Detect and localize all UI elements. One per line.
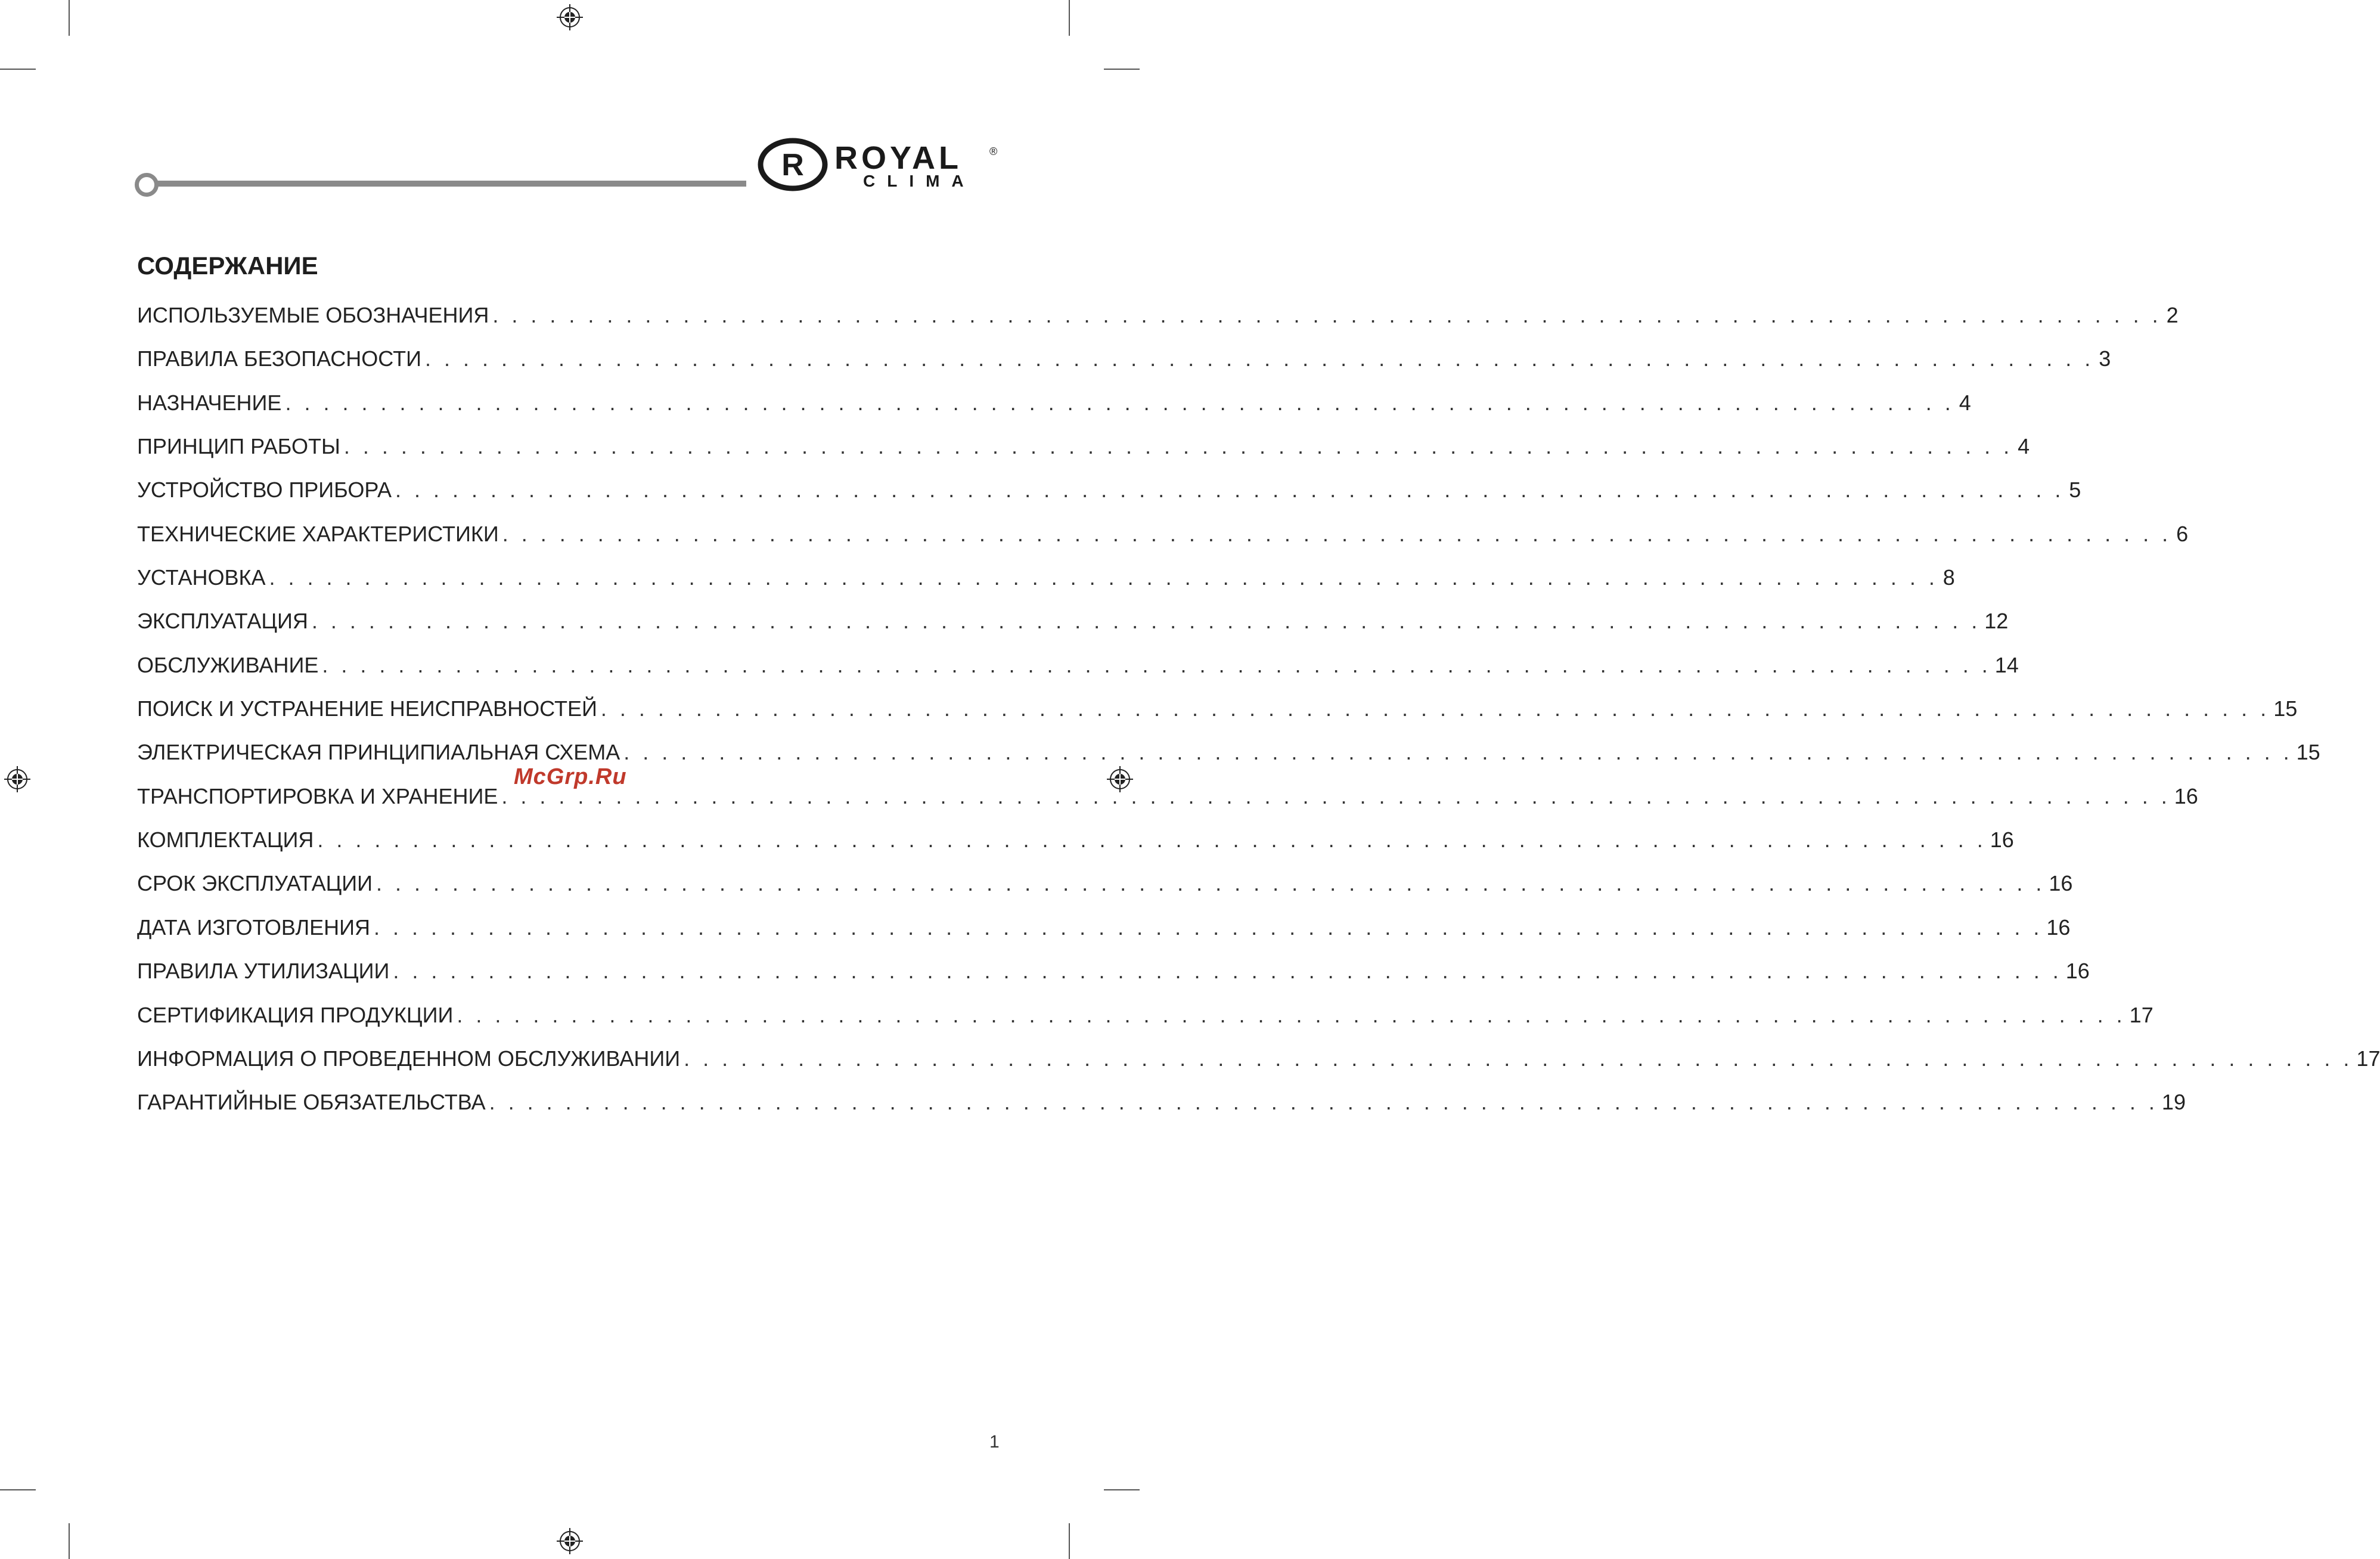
crop-mark-top-left-v [69,0,70,36]
toc-item[interactable] [137,609,2009,652]
toc-item[interactable] [137,783,2198,827]
toc-item-page: 15 [2296,740,2320,765]
toc-item-label: ПОИСК И УСТРАНЕНИЕ НЕИСПРАВНОСТЕЙ [137,696,597,721]
toc-item-leader: . . . . . . . . . . . . . . . . . . . . . . . . . . . . . . . . . . . . . . . . . . . . . . . . . . . . . . . . . . . . . . . . . . . . . . . . . . . . . . . . . . . . . . . . [322,652,1991,677]
toc-item-label: СЕРТИФИКАЦИЯ ПРОДУКЦИИ [137,1002,454,1027]
toc-item-page: 17 [2356,1046,2380,1071]
crop-mark-top-right-v [1069,0,1070,36]
toc-item-label: ЭЛЕКТРИЧЕСКАЯ ПРИНЦИПИАЛЬНАЯ СХЕМА [137,740,620,765]
logo-brand-text: ROYAL [834,140,963,176]
toc-item[interactable] [137,959,2090,1002]
toc-item-leader: . . . . . . . . . . . . . . . . . . . . . . . . . . . . . . . . . . . . . . . . . . . . . . . . . . . . . . . . . . . . . . . . . . . . . . . . . . . . . . . . . . . . . . . . [311,609,1981,634]
toc-item-label: ПРАВИЛА УТИЛИЗАЦИИ [137,959,390,984]
toc-item-page: 19 [2161,1090,2186,1115]
toc-item-leader: . . . . . . . . . . . . . . . . . . . . . . . . . . . . . . . . . . . . . . . . . . . . . . . . . . . . . . . . . . . . . . . . . . . . . . . . . . . . . . . . . . . . . . . . [684,1046,2353,1071]
crop-mark-bottom-left-h [0,1489,36,1490]
registration-mark-icon [557,4,583,30]
toc-item-page: 4 [2018,434,2030,459]
logo-registered-mark: ® [989,145,998,157]
toc-item-label: ПРАВИЛА БЕЗОПАСНОСТИ [137,346,421,371]
toc-item[interactable] [137,652,2019,696]
toc-item-page: 15 [2273,696,2298,721]
toc-item-label: ПРИНЦИП РАБОТЫ [137,434,340,459]
crop-mark-bottom-right-h [1104,1489,1140,1490]
toc-item-leader: . . . . . . . . . . . . . . . . . . . . . . . . . . . . . . . . . . . . . . . . . . . . . . . . . . . . . . . . . . . . . . . . . . . . . . . . . . . . . . . . . . . . . . . . [393,959,2062,984]
toc-item[interactable] [137,871,2073,915]
toc-item-leader: . . . . . . . . . . . . . . . . . . . . . . . . . . . . . . . . . . . . . . . . . . . . . . . . . . . . . . . . . . . . . . . . . . . . . . . . . . . . . . . . . . . . . . . . [395,478,2065,503]
toc-item-label: ОБСЛУЖИВАНИЕ [137,652,319,677]
toc-item-page: 16 [2065,959,2090,984]
registration-mark-icon [557,1528,583,1554]
toc-item-leader: . . . . . . . . . . . . . . . . . . . . . . . . . . . . . . . . . . . . . . . . . . . . . . . . . . . . . . . . . . . . . . . . . . . . . . . . . . . . . . . . . . . . . . . . [600,696,2270,721]
toc-item-label: СРОК ЭКСПЛУАТАЦИИ [137,871,373,896]
toc-item[interactable] [137,1090,2186,1133]
toc-item-page: 5 [2069,478,2081,503]
crop-mark-bottom-right-v [1069,1523,1070,1559]
crop-mark-bottom-left-v [69,1523,70,1559]
toc-item-leader: . . . . . . . . . . . . . . . . . . . . . . . . . . . . . . . . . . . . . . . . . . . . . . . . . . . . . . . . . . . . . . . . . . . . . . . . . . . . . . . . . . . . . . . . [317,827,1987,853]
toc-item-label: ТЕХНИЧЕСКИЕ ХАРАКТЕРИСТИКИ [137,521,499,546]
toc-item[interactable] [137,303,2179,346]
toc-item-leader: . . . . . . . . . . . . . . . . . . . . . . . . . . . . . . . . . . . . . . . . . . . . . . . . . . . . . . . . . . . . . . . . . . . . . . . . . . . . . . . . . . . . . . . . [269,565,1938,590]
toc-item[interactable] [137,434,2030,478]
toc-item-leader: . . . . . . . . . . . . . . . . . . . . . . . . . . . . . . . . . . . . . . . . . . . . . . . . . . . . . . . . . . . . . . . . . . . . . . . . . . . . . . . . . . . . . . . . [285,390,1954,415]
crop-mark-top-left-h [0,69,36,70]
toc-item-label: ГАРАНТИЙНЫЕ ОБЯЗАТЕЛЬСТВА [137,1090,486,1115]
toc-item-leader: . . . . . . . . . . . . . . . . . . . . . . . . . . . . . . . . . . . . . . . . . . . . . . . . . . . . . . . . . . . . . . . . . . . . . . . . . . . . . . . . . . . . . . . . [501,783,2171,808]
toc-item-label: ТРАНСПОРТИРОВКА И ХРАНЕНИЕ [137,783,498,808]
toc-item-label: ИНФОРМАЦИЯ О ПРОВЕДЕННОМ ОБСЛУЖИВАНИИ [137,1046,681,1071]
toc-item-label: УСТРОЙСТВО ПРИБОРА [137,478,392,503]
toc-item[interactable] [137,346,2111,390]
toc-item-leader: . . . . . . . . . . . . . . . . . . . . . . . . . . . . . . . . . . . . . . . . . . . . . . . . . . . . . . . . . . . . . . . . . . . . . . . . . . . . . . . . . . . . . . . . [492,303,2162,327]
toc-item-leader: . . . . . . . . . . . . . . . . . . . . . . . . . . . . . . . . . . . . . . . . . . . . . . . . . . . . . . . . . . . . . . . . . . . . . . . . . . . . . . . . . . . . . . . . [623,740,2293,765]
toc-item[interactable] [137,565,1955,609]
toc-item-page: 16 [1990,827,2014,853]
toc-item-page: 14 [1994,652,2019,677]
crop-mark-top-right-h [1104,69,1140,70]
toc-item-page: 2 [2166,303,2179,327]
toc-item-leader: . . . . . . . . . . . . . . . . . . . . . . . . . . . . . . . . . . . . . . . . . . . . . . . . . . . . . . . . . . . . . . . . . . . . . . . . . . . . . . . . . . . . . . . . [373,915,2043,940]
watermark: McGrp.Ru [514,764,627,789]
toc-item[interactable] [137,1046,2380,1090]
toc-item-leader: . . . . . . . . . . . . . . . . . . . . . . . . . . . . . . . . . . . . . . . . . . . . . . . . . . . . . . . . . . . . . . . . . . . . . . . . . . . . . . . . . . . . . . . . [502,521,2172,546]
svg-text:R: R [781,148,804,182]
toc-list [137,303,2380,1134]
toc-item-page: 16 [2046,915,2071,940]
toc-item-page: 16 [2174,783,2198,808]
toc-item[interactable] [137,915,2071,959]
toc-item-page: 3 [2099,346,2111,371]
toc-item-label: КОМПЛЕКТАЦИЯ [137,827,314,853]
toc-item[interactable] [137,1002,2154,1046]
toc-item-label: ИСПОЛЬЗУЕМЫЕ ОБОЗНАЧЕНИЯ [137,303,489,327]
registration-mark-icon [4,766,30,792]
toc-item-leader: . . . . . . . . . . . . . . . . . . . . . . . . . . . . . . . . . . . . . . . . . . . . . . . . . . . . . . . . . . . . . . . . . . . . . . . . . . . . . . . . . . . . . . . . [489,1090,2158,1115]
toc-item-label: УСТАНОВКА [137,565,266,590]
brand-logo [756,135,1006,194]
toc-item-leader: . . . . . . . . . . . . . . . . . . . . . . . . . . . . . . . . . . . . . . . . . . . . . . . . . . . . . . . . . . . . . . . . . . . . . . . . . . . . . . . . . . . . . . . . [424,346,2094,371]
toc-item-leader: . . . . . . . . . . . . . . . . . . . . . . . . . . . . . . . . . . . . . . . . . . . . . . . . . . . . . . . . . . . . . . . . . . . . . . . . . . . . . . . . . . . . . . . . [457,1002,2126,1027]
toc-item-page: 12 [1984,609,2009,634]
toc-title: СОДЕРЖАНИЕ [137,252,318,280]
toc-item-page: 17 [2129,1002,2154,1027]
toc-item[interactable] [137,478,2081,521]
toc-item-label: НАЗНАЧЕНИЕ [137,390,282,415]
toc-item-leader: . . . . . . . . . . . . . . . . . . . . . . . . . . . . . . . . . . . . . . . . . . . . . . . . . . . . . . . . . . . . . . . . . . . . . . . . . . . . . . . . . . . . . . . . [343,434,2013,459]
toc-item-page: 16 [2049,871,2073,896]
toc-item-page: 4 [1959,390,1971,415]
toc-item-label: ДАТА ИЗГОТОВЛЕНИЯ [137,915,370,940]
header-rule-dot [135,173,159,197]
toc-item[interactable] [137,521,2189,565]
logo-sub-text: CLIMA [863,172,976,190]
logo-badge-icon [756,137,845,191]
toc-item-page: 6 [2176,521,2189,546]
toc-item-label: ЭКСПЛУАТАЦИЯ [137,609,308,634]
toc-item[interactable] [137,390,1971,434]
header-rule [136,181,746,187]
toc-item-page: 8 [1943,565,1955,590]
toc-item[interactable] [137,827,2014,871]
page-number: 1 [989,1432,1000,1452]
toc-item-leader: . . . . . . . . . . . . . . . . . . . . . . . . . . . . . . . . . . . . . . . . . . . . . . . . . . . . . . . . . . . . . . . . . . . . . . . . . . . . . . . . . . . . . . . . [376,871,2046,896]
toc-item[interactable] [137,696,2298,740]
